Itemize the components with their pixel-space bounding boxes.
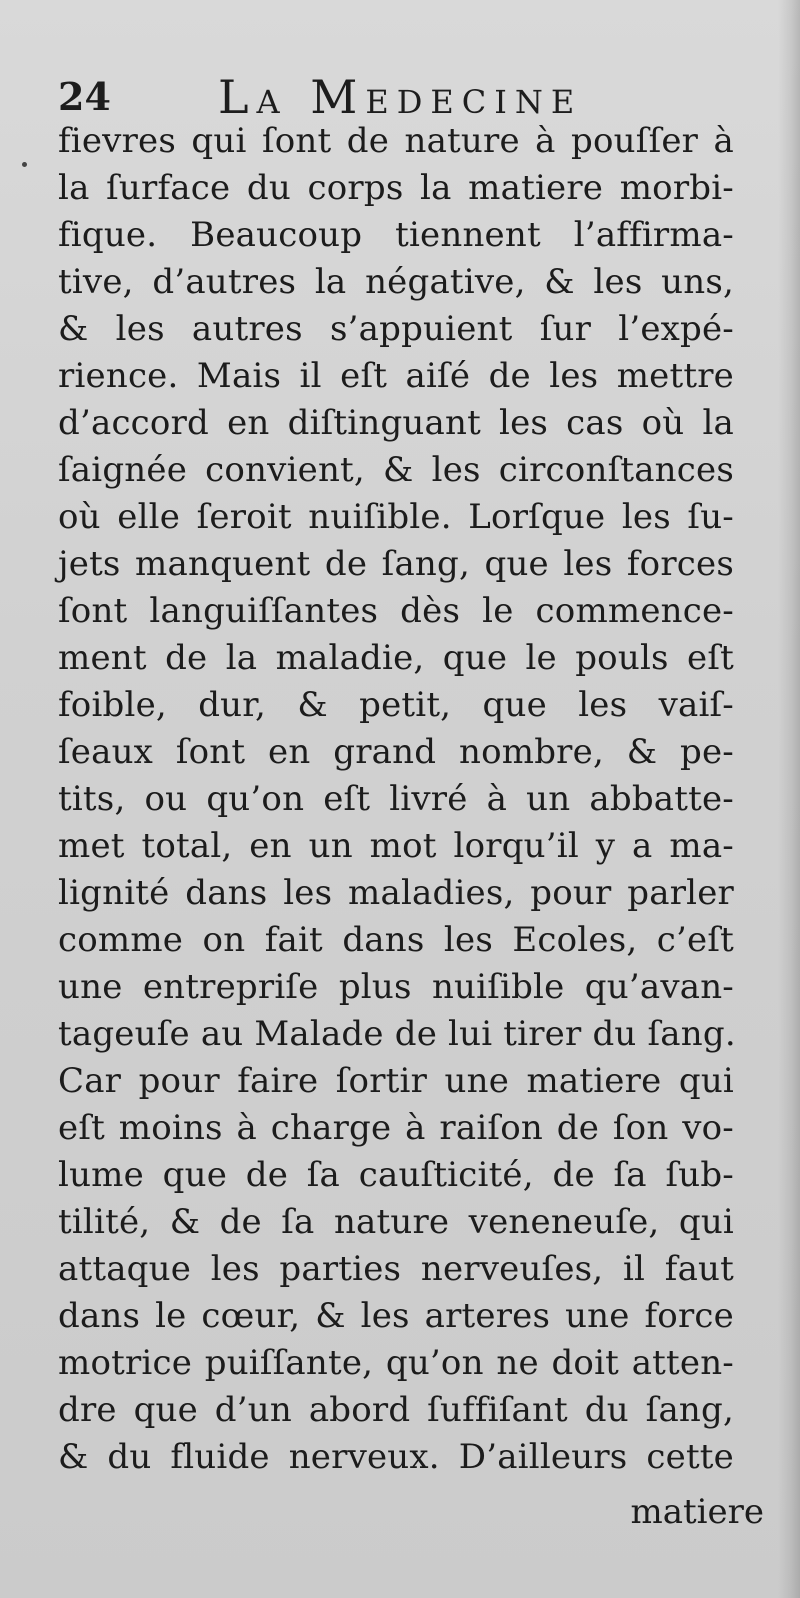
ink-speck [22, 162, 27, 167]
text-line: d’accord en diſtinguant les cas où la [58, 403, 734, 443]
text-line: & du fluide nerveux. D’ailleurs cette [58, 1437, 734, 1477]
text-line: ment de la maladie, que le pouls eſt [58, 638, 734, 678]
text-line: lume que de ſa cauſticité, de ſa ſub- [58, 1155, 734, 1195]
body-text [58, 118, 734, 1481]
text-line: Car pour faire ſortir une matiere qui [58, 1061, 734, 1101]
catchword: matiere [630, 1492, 764, 1532]
text-line: fievres qui ſont de nature à pouſſer à [58, 121, 734, 161]
page-edge-shadow [778, 0, 800, 1598]
text-line: dre que d’un abord ſuffiſant du ſang, [58, 1390, 734, 1430]
text-line: & les autres s’appuient ſur l’expé- [58, 309, 734, 349]
text-line: lignité dans les maladies, pour parler [58, 873, 734, 913]
page-header [58, 72, 758, 122]
text-line: ſaignée convient, & les circonſtances [58, 450, 734, 490]
text-line: attaque les parties nerveuſes, il faut [58, 1249, 734, 1289]
text-line: jets manquent de ſang, que les forces [58, 544, 734, 584]
running-head: La Medecine [218, 70, 583, 124]
text-line: tageuſe au Malade de lui tirer du ſang. [58, 1014, 736, 1054]
text-line: comme on fait dans les Ecoles, c’eſt [58, 920, 734, 960]
text-line: tits, ou qu’on eſt livré à un abbatte- [58, 779, 734, 819]
text-line: une entrepriſe plus nuiſible qu’avan- [58, 967, 734, 1007]
text-line: eſt moins à charge à raiſon de ſon vo- [58, 1108, 734, 1148]
text-line: met total, en un mot lorqu’il y a ma- [58, 826, 734, 866]
page-number: 24 [58, 74, 111, 119]
text-line: fique. Beaucoup tiennent l’affirma- [58, 215, 734, 255]
text-line: ſont languiſſantes dès le commence- [58, 591, 734, 631]
text-line: motrice puiſſante, qu’on ne doit atten- [58, 1343, 734, 1383]
text-line: rience. Mais il eſt aiſé de les mettre [58, 356, 734, 396]
text-line: tilité, & de ſa nature veneneuſe, qui [58, 1202, 734, 1242]
text-line: foible, dur, & petit, que les vaiſ- [58, 685, 734, 725]
text-line: la ſurface du corps la matiere morbi- [58, 168, 734, 208]
text-line: tive, d’autres la négative, & les uns, [58, 262, 734, 302]
text-line: dans le cœur, & les arteres une force [58, 1296, 734, 1336]
text-line: où elle ſeroit nuiſible. Lorſque les ſu- [58, 497, 734, 537]
text-line: ſeaux ſont en grand nombre, & pe- [58, 732, 734, 772]
